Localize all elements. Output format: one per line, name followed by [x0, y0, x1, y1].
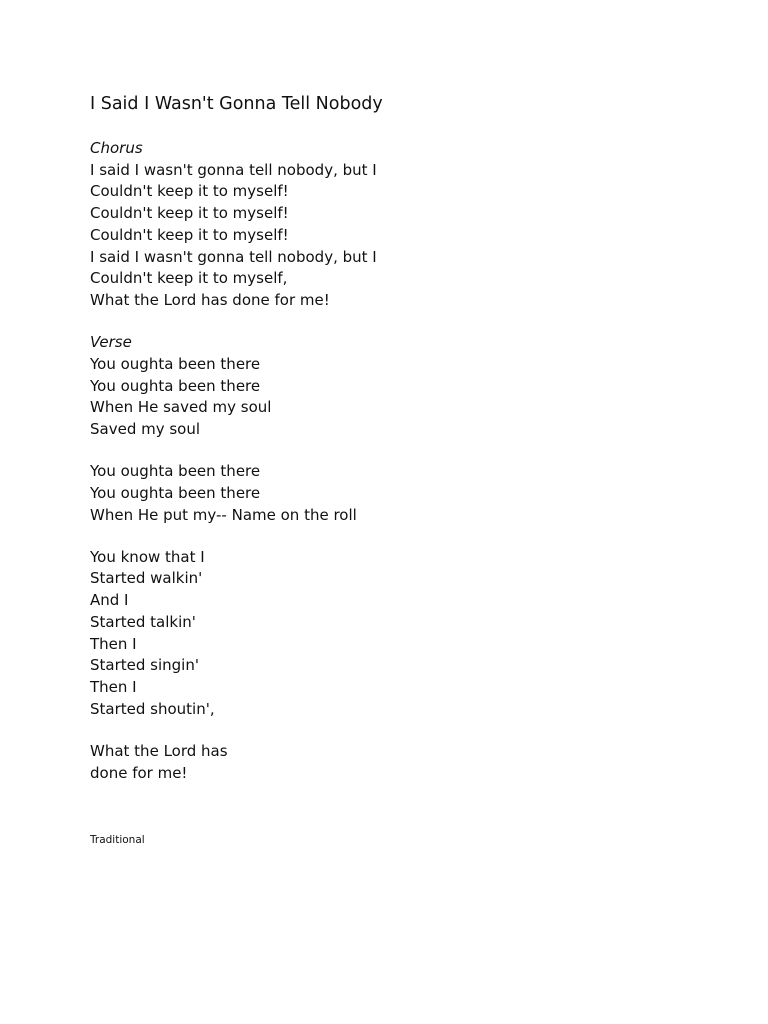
- verse-line: Started shoutin',: [90, 699, 215, 718]
- verse-stanza-1: [90, 332, 730, 441]
- verse-line: Started walkin': [90, 569, 203, 588]
- verse-line: Saved my soul: [90, 419, 201, 438]
- chorus-label: Chorus: [90, 139, 143, 157]
- verse-line: When He saved my soul: [90, 398, 272, 417]
- verse-line: Then I: [90, 677, 137, 696]
- chorus-line: What the Lord has done for me!: [90, 290, 330, 309]
- chorus-line: Couldn't keep it to myself!: [90, 204, 289, 223]
- verse-label: Verse: [90, 333, 132, 352]
- verse-line: When He put my-- Name on the roll: [90, 505, 357, 524]
- verse-stanza-3: [90, 547, 730, 721]
- verse-stanza-4: [90, 741, 730, 784]
- verse-line: What the Lord has: [90, 741, 228, 760]
- chorus-line: Couldn't keep it to myself!: [90, 182, 289, 201]
- chorus-line: Couldn't keep it to myself!: [90, 225, 289, 244]
- verse-line: You oughta been there: [90, 483, 261, 502]
- verse-line: Then I: [90, 634, 137, 653]
- verse-line: And I: [90, 591, 129, 610]
- verse-line: done for me!: [90, 763, 188, 782]
- lyrics-page: [90, 93, 730, 805]
- verse-line: Started singin': [90, 656, 199, 675]
- chorus-line: Couldn't keep it to myself,: [90, 269, 288, 288]
- verse-line: Started talkin': [90, 612, 196, 631]
- chorus-section: [90, 138, 730, 312]
- chorus-line: I said I wasn't gonna tell nobody, but I: [90, 160, 377, 179]
- credit-text: Traditional: [90, 834, 145, 846]
- verse-line: You oughta been there: [90, 462, 261, 481]
- chorus-line: I said I wasn't gonna tell nobody, but I: [90, 247, 377, 266]
- verse-line: You oughta been there: [90, 354, 261, 373]
- verse-line: You know that I: [90, 547, 205, 566]
- song-title: I Said I Wasn't Gonna Tell Nobody: [90, 94, 383, 114]
- verse-line: You oughta been there: [90, 376, 261, 395]
- verse-stanza-2: [90, 461, 730, 526]
